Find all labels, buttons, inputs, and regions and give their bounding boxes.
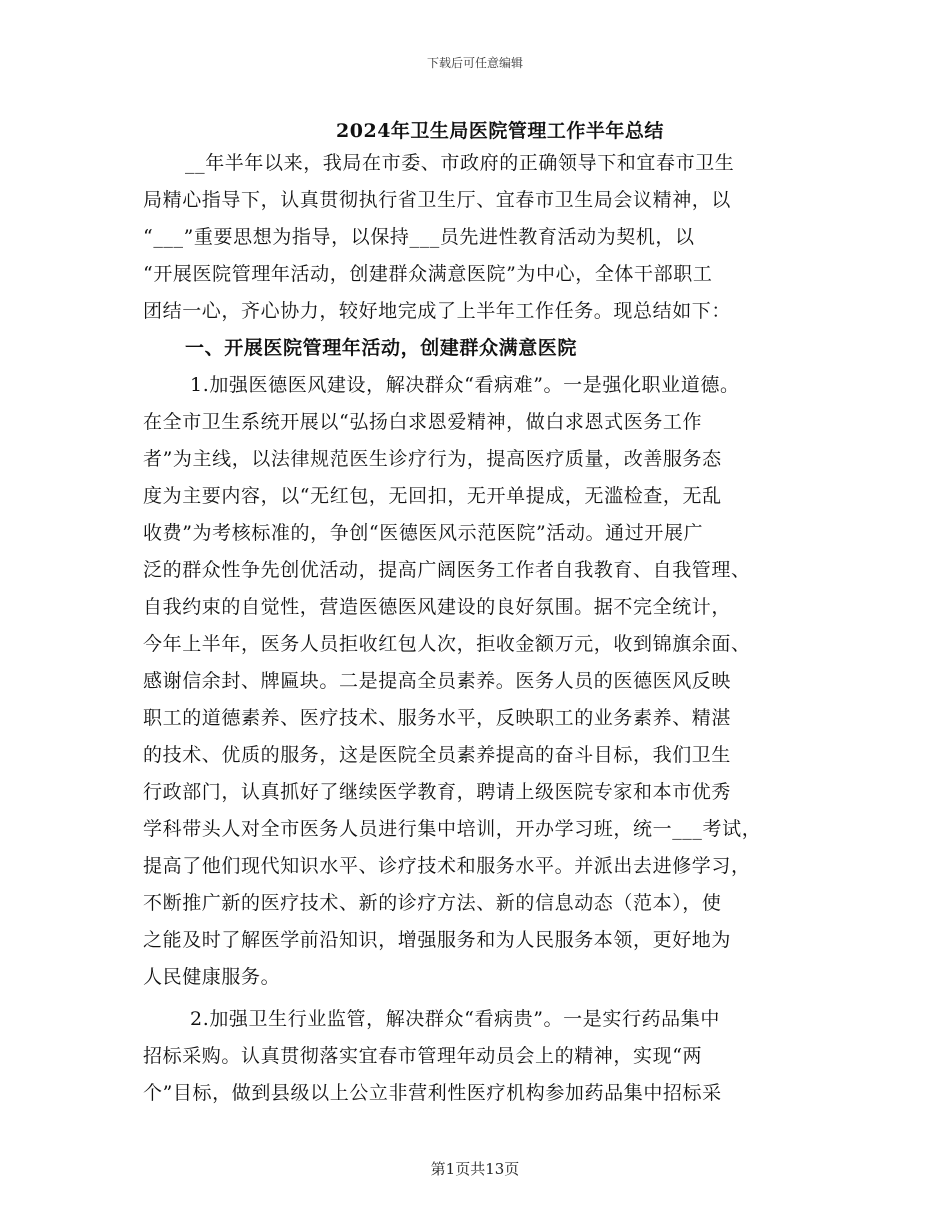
paragraph-line: 在全市卫生系统开展以“弘扬白求恩爱精神，做白求恩式医务工作 (143, 411, 703, 433)
paragraph-line: 度为主要内容，以“无红包，无回扣，无开单提成，无滥检查，无乱 (143, 485, 722, 507)
paragraph-line: 之能及时了解医学前沿知识，增强服务和为人民服务本领，更好地为 (143, 929, 732, 951)
paragraph-line: 局精心指导下，认真贯彻执行省卫生厅、宜春市卫生局会议精神，以 (143, 189, 732, 211)
paragraph-line: 泛的群众性争先创优活动，提高广阔医务工作者自我教育、自我管理、 (143, 559, 751, 581)
paragraph-line: __年半年以来，我局在市委、市政府的正确领导下和宜春市卫生 (185, 152, 735, 174)
paragraph-line: “___”重要思想为指导，以保持___员先进性教育活动为契机，以 (143, 226, 695, 248)
page-number: 第1页共13页 (430, 1160, 520, 1178)
paragraph-line: 行政部门，认真抓好了继续医学教育，聘请上级医院专家和本市优秀 (143, 781, 732, 803)
paragraph-line: 2.加强卫生行业监管，解决群众“看病贵”。一是实行药品集中 (190, 1008, 720, 1030)
paragraph-line: 招标采购。认真贯彻落实宜春市管理年动员会上的精神，实现“两 (143, 1045, 703, 1067)
paragraph-line: 感谢信余封、牌匾块。二是提高全员素养。医务人员的医德医风反映 (143, 670, 732, 692)
paragraph-line: 个”目标，做到县级以上公立非营利性医疗机构参加药品集中招标采 (143, 1082, 722, 1104)
paragraph-line: 收费”为考核标准的，争创“医德医风示范医院”活动。通过开展广 (143, 522, 704, 544)
paragraph-line: 职工的道德素养、医疗技术、服务水平，反映职工的业务素养、精湛 (143, 707, 732, 729)
page-header-note: 下载后可任意编辑 (426, 56, 523, 70)
paragraph-line: 团结一心，齐心协力，较好地完成了上半年工作任务。现总结如下： (143, 300, 732, 322)
paragraph-line: 不断推广新的医疗技术、新的诊疗方法、新的信息动态（范本），使 (143, 892, 722, 914)
document-title: 2024年卫生局医院管理工作半年总结 (336, 120, 664, 142)
paragraph-line: 人民健康服务。 (143, 966, 281, 988)
paragraph-line: 提高了他们现代知识水平、诊疗技术和服务水平。并派出去进修学习， (143, 855, 751, 877)
paragraph-line: 学科带头人对全市医务人员进行集中培训，开办学习班，统一___考试， (143, 818, 762, 840)
paragraph-line: 自我约束的自觉性，营造医德医风建设的良好氛围。据不完全统计， (143, 596, 732, 618)
paragraph-line: 者”为主线，以法律规范医生诊疗行为，提高医疗质量，改善服务态 (143, 448, 722, 470)
paragraph-line: 1.加强医德医风建设，解决群众“看病难”。一是强化职业道德。 (190, 374, 740, 396)
paragraph-line: “开展医院管理年活动，创建群众满意医院”为中心，全体干部职工 (143, 263, 713, 285)
paragraph-line: 的技术、优质的服务，这是医院全员素养提高的奋斗目标，我们卫生 (143, 744, 732, 766)
paragraph-line: 今年上半年，医务人员拒收红包人次，拒收金额万元，收到锦旗余面、 (143, 633, 751, 655)
section-heading: 一、开展医院管理年活动，创建群众满意医院 (185, 337, 578, 359)
